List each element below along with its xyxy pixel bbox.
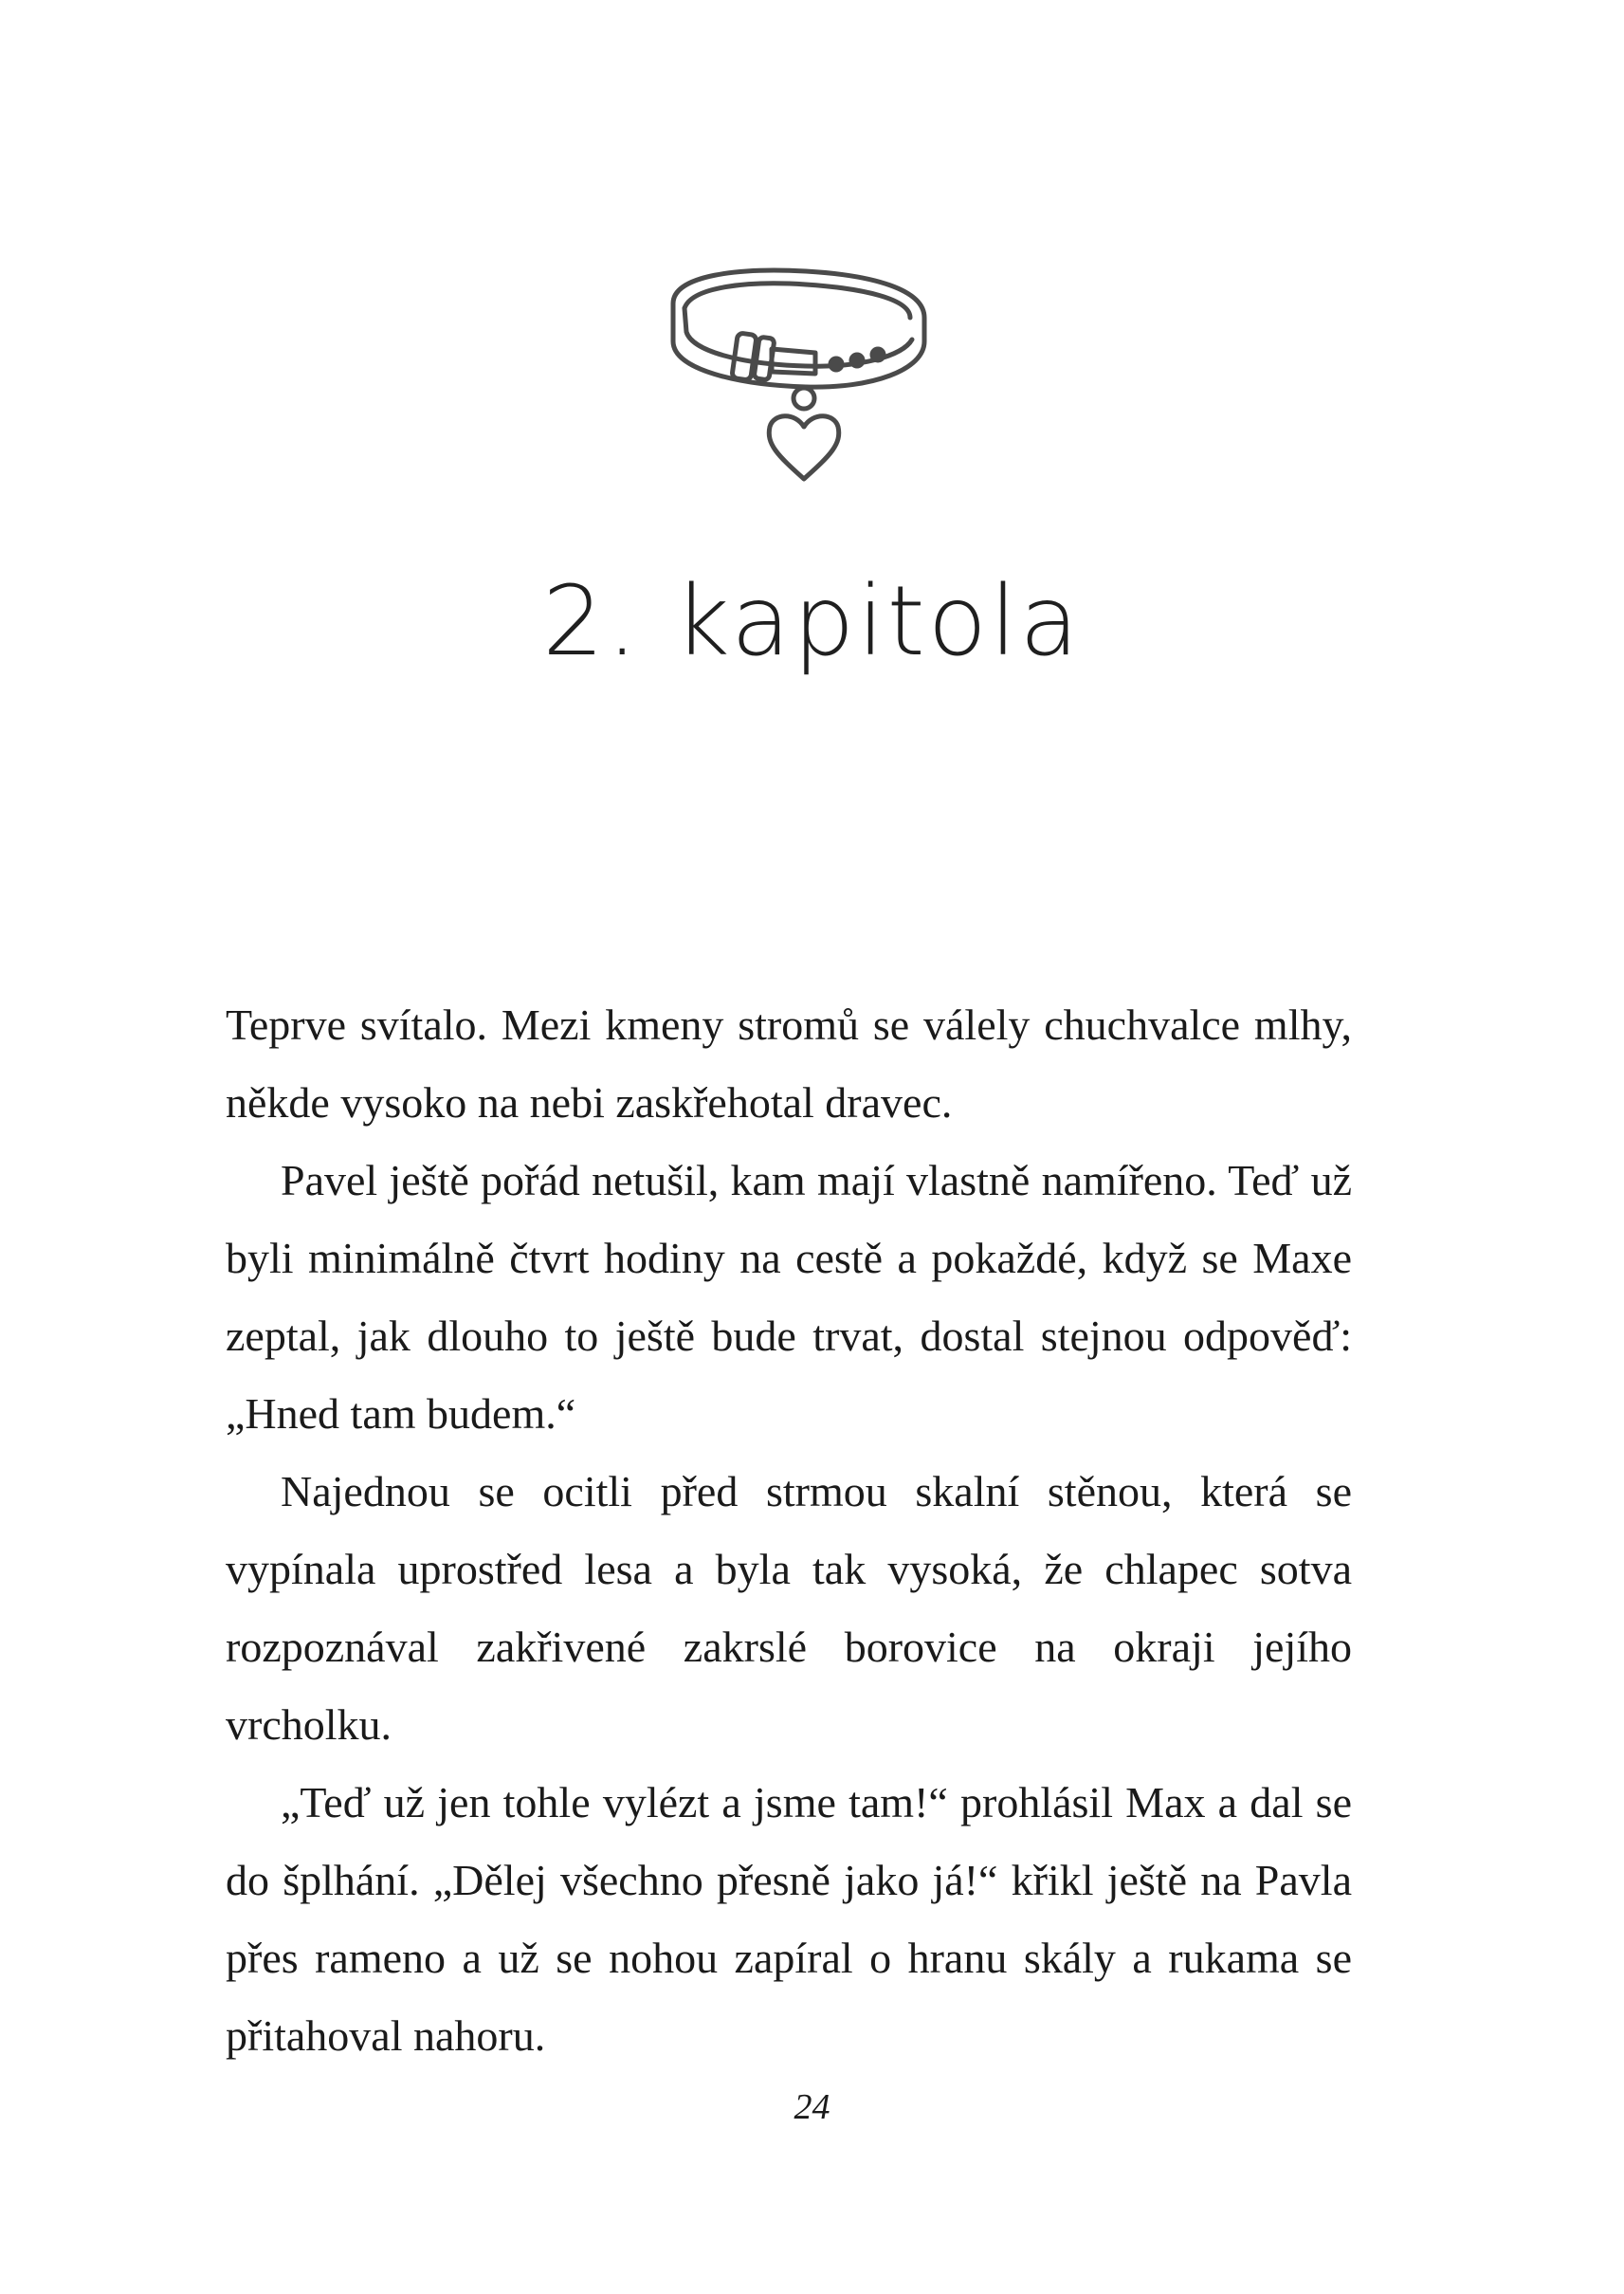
paragraph-2: Pavel ještě pořád netušil, kam mají vlastně namířeno. Teď už byli minimálně čtvrt hodiny na cestě a pokaždé, když se Maxe zeptal, jak dlouho to ještě bude trvat, dostal stejnou odpověď: „Hned tam budem.“ [226,1156,1352,1438]
page-number: 24 [794,2087,830,2127]
chapter-title: 2. kapitola [542,565,1082,678]
dog-collar-illustration [654,266,939,484]
chapter-body [226,986,1352,2075]
paragraph-4: „Teď už jen tohle vylézt a jsme tam!“ prohlásil Max a dal se do šplhání. „Dělej všechno přesně jako já!“ křikl ještě na Pavla přes rameno a už se nohou zapíral o hranu skály a rukama se přitahoval nahoru. [226,1778,1352,2060]
dog-collar-icon [654,266,939,484]
paragraph-1: Teprve svítalo. Mezi kmeny stromů se válely chuchvalce mlhy, někde vysoko na nebi zaskřehotal dravec. [226,1000,1352,1127]
paragraph-3: Najednou se ocitli před strmou skalní stěnou, která se vypínala uprostřed lesa a byla tak vysoká, že chlapec sotva rozpoznával zakřivené zakrslé borovice na okraji jejího vrcholku. [226,1467,1352,1749]
